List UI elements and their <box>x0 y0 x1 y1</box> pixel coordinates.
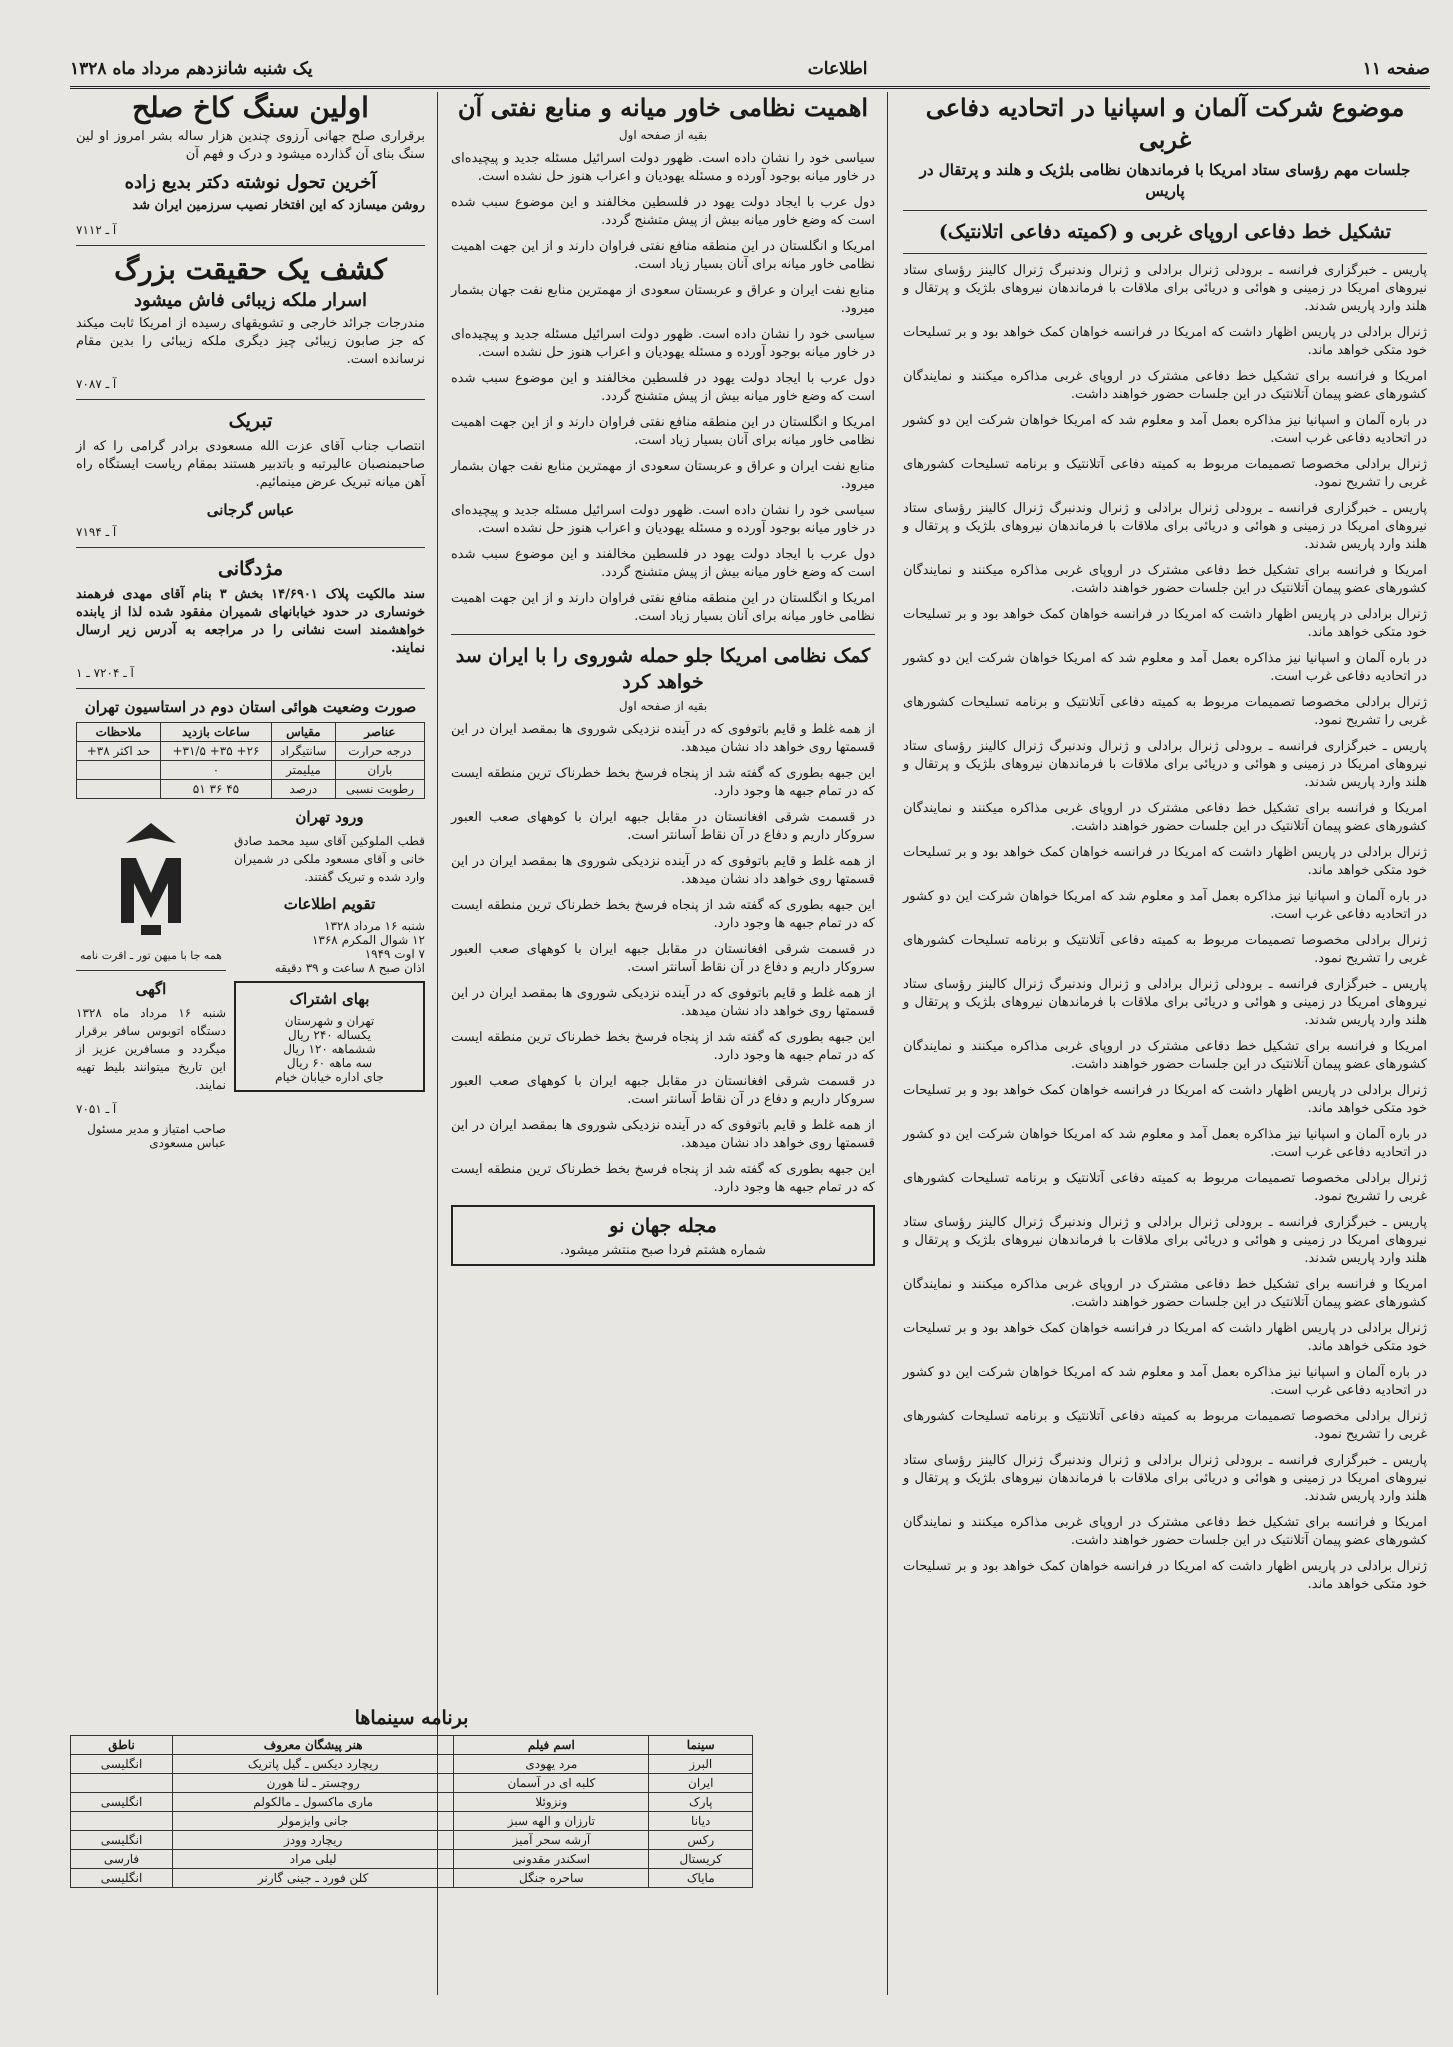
weather-cell <box>77 761 161 780</box>
cinema-cell: روچستر ـ لنا هورن <box>173 1774 454 1793</box>
cinema-header: سینما <box>649 1736 753 1755</box>
weather-header: عناصر <box>335 723 424 742</box>
weather-cell: میلیمتر <box>271 761 335 780</box>
weather-cell: درصد <box>271 780 335 799</box>
divider <box>76 399 425 400</box>
article-paragraph: دول عرب با ایجاد دولت یهود در فلسطین مخالفند و این موضوع سبب شده است که وضع خاور میانه بیش از پیش متشنج گردد. <box>451 371 875 404</box>
article-paragraph: امریکا و فرانسه برای تشکیل خط دفاعی مشترک در اروپای غربی مذاکره میکنند و نمایندگان کشورهای عضو پیمان آتلانتیک در این جلسات حضور خواهند داشت. <box>903 1039 1427 1072</box>
ad-congrats-sign: عباس گرجانی <box>206 501 295 519</box>
cinema-cell: مرد یهودی <box>454 1755 649 1774</box>
cinema-row <box>71 1793 753 1812</box>
weather-cell: درجه حرارت <box>335 742 424 761</box>
article-paragraph: امریکا و فرانسه برای تشکیل خط دفاعی مشترک در اروپای غربی مذاکره میکنند و نمایندگان کشورهای عضو پیمان آتلانتیک در این جلسات حضور خواهند داشت. <box>903 369 1427 402</box>
cinema-cell <box>71 1774 173 1793</box>
article-paragraph: امریکا و فرانسه برای تشکیل خط دفاعی مشترک در اروپای غربی مذاکره میکنند و نمایندگان کشورهای عضو پیمان آتلانتیک در این جلسات حضور خواهند داشت. <box>903 1515 1427 1548</box>
subscription-row: ششماهه ۱۲۰ ریال <box>283 1042 376 1056</box>
cinema-cell: ونزوئلا <box>454 1793 649 1812</box>
cinema-cell: کلبه ای در آسمان <box>454 1774 649 1793</box>
cinema-cell: انگلیسی <box>71 1793 173 1812</box>
article-paragraph: این جبهه بطوری که گفته شد از پنجاه فرسخ بخط خطرناک ترین منطقه ایست که در تمام جبهه ها وجود دارد. <box>451 898 875 931</box>
paper-name: اطلاعات <box>807 59 868 79</box>
cinema-cell: ریچارد وودز <box>173 1831 454 1850</box>
banner-atlantic: تشکیل خط دفاعی اروپای غربی و (کمیته دفاعی اتلانتیک) <box>938 221 1392 243</box>
article-paragraph: این جبهه بطوری که گفته شد از پنجاه فرسخ بخط خطرناک ترین منطقه ایست که در تمام جبهه ها وجود دارد. <box>451 1030 875 1063</box>
arrivals-title: ورود تهران <box>295 808 364 826</box>
article-paragraph: ژنرال برادلی مخصوصا تصمیمات مربوط به کمیته دفاعی آتلانتیک و برنامه تسلیحات کشورهای غربی را تشریح نمود. <box>903 933 1427 966</box>
cinema-row <box>71 1869 753 1888</box>
divider <box>76 547 425 548</box>
article-paragraph: دول عرب با ایجاد دولت یهود در فلسطین مخالفند و این موضوع سبب شده است که وضع خاور میانه بیش از پیش متشنج گردد. <box>451 547 875 580</box>
article-paragraph: امریکا و انگلستان در این منطقه منافع نفتی فراوان دارند و از این جهت اهمیت نظامی خاور میانه برای آنان بسیار زیاد است. <box>451 591 875 624</box>
ad-truth-title: کشف یک حقیقت بزرگ <box>114 253 387 286</box>
article-paragraph: در باره آلمان و اسپانیا نیز مذاکره بعمل آمد و معلوم شد که امریکا خواهان شرکت این دو کشور در اتحادیه دفاعی غرب است. <box>903 413 1427 446</box>
calendar-row: ۱۲ شوال المکرم ۱۳۶۸ <box>311 933 425 947</box>
divider <box>76 688 425 689</box>
divider <box>903 210 1427 211</box>
cinema-cell: ایران <box>649 1774 753 1793</box>
ad-congrats-text: انتصاب جناب آقای عزت الله مسعودی برادر گرامی را که از صاحبمنصبان عالیرتبه و باتدبیر هستند بمقام ریاست ایستگاه راه آهن میانه تبریک عرض مینمائیم. <box>76 439 425 490</box>
article-paragraph: پاریس ـ خبرگزاری فرانسه ـ برودلی ژنرال برادلی و ژنرال وندنبرگ ژنرال کالینز رؤسای ستاد نیروهای امریکا در زمینی و هوائی و دریائی برای ملاقات با فرماندهان نیروهای بلژیک و پرتقال و هلند وارد پاریس شدند. <box>903 1453 1427 1504</box>
notice-text: شنبه ۱۶ مرداد ماه ۱۳۲۸ دستگاه اتوبوس سافر برقرار میگردد و مسافرین عزیز از این تاریخ میتوانند بلیط تهیه نمایند. <box>76 1006 227 1092</box>
cinema-cell: ساحره جنگل <box>454 1869 649 1888</box>
cinema-listings <box>70 1705 753 1888</box>
article-paragraph: ژنرال برادلی در پاریس اظهار داشت که امریکا در فرانسه خواهان کمک خواهد بود و بر تسلیحات خود متکی خواهد ماند. <box>903 325 1427 358</box>
article-paragraph: منابع نفت ایران و عراق و عربستان سعودی از مهمترین منابع نفت جهان بشمار میرود. <box>451 459 875 492</box>
notice-title: اگهی <box>135 980 167 998</box>
article-paragraph: سیاسی خود را نشان داده است. ظهور دولت اسرائیل مسئله جدید و پیچیده‌ای در خاور میانه بوجود آورده و مسئله یهودیان و اعراب هنوز حل نشده است. <box>451 327 875 360</box>
cinema-cell: رکس <box>649 1831 753 1850</box>
magazine-notice <box>451 1205 875 1266</box>
weather-row <box>77 742 425 761</box>
ad-reward-text: سند مالکیت پلاک ۱۴/۶۹۰۱ بخش ۳ بنام آقای مهدی فرهمند خونساری در حدود خیابانهای شمیران مفقود شده لذا از یابنده خواهشمند است نشانی را در مراجعه به آدرس زیر ارسال نمایند. <box>76 587 425 656</box>
article-paragraph: در قسمت شرقی افغانستان در مقابل جبهه ایران با کوههای صعب العبور سروکار داریم و دفاع در آن نقاط آسانتر است. <box>451 942 875 975</box>
article-paragraph: امریکا و انگلستان در این منطقه منافع نفتی فراوان دارند و از این جهت اهمیت نظامی خاور میانه برای آنان بسیار زیاد است. <box>451 415 875 448</box>
article-paragraph: پاریس ـ خبرگزاری فرانسه ـ برودلی ژنرال برادلی و ژنرال وندنبرگ ژنرال کالینز رؤسای ستاد نیروهای امریکا در زمینی و هوائی و دریائی برای ملاقات با فرماندهان نیروهای بلژیک و پرتقال و هلند وارد پاریس شدند. <box>903 263 1427 314</box>
subheadline-defense: جلسات مهم رؤسای ستاد امریکا با فرماندهان نظامی بلژیک و هلند و پرتقال در پاریس <box>919 161 1411 200</box>
divider <box>903 253 1427 254</box>
weather-cell: حد اکثر ۳۸+ <box>77 742 161 761</box>
emblem-caption: همه جا با میهن تور ـ اقرت نامه <box>80 949 222 962</box>
divider <box>76 970 226 971</box>
calendar-title: تقویم اطلاعات <box>283 895 376 913</box>
article-paragraph: پاریس ـ خبرگزاری فرانسه ـ برودلی ژنرال برادلی و ژنرال وندنبرگ ژنرال کالینز رؤسای ستاد نیروهای امریکا در زمینی و هوائی و دریائی برای ملاقات با فرماندهان نیروهای بلژیک و پرتقال و هلند وارد پاریس شدند. <box>903 977 1427 1028</box>
weather-cell: ۲۶+ ۳۵+ ۳۱/۵+ <box>160 742 271 761</box>
weather-cell: باران <box>335 761 424 780</box>
cinema-cell: ریچارد دیکس ـ گیل پاتریک <box>173 1755 454 1774</box>
cinema-cell: جانی وایزمولر <box>173 1812 454 1831</box>
ad-peace-title: اولین سنگ کاخ صلح <box>132 92 369 124</box>
article-paragraph: پاریس ـ خبرگزاری فرانسه ـ برودلی ژنرال برادلی و ژنرال وندنبرگ ژنرال کالینز رؤسای ستاد نیروهای امریکا در زمینی و هوائی و دریائی برای ملاقات با فرماندهان نیروهای بلژیک و پرتقال و هلند وارد پاریس شدند. <box>903 1215 1427 1266</box>
divider <box>451 634 875 635</box>
weather-header-row <box>77 723 425 742</box>
article-paragraph: پاریس ـ خبرگزاری فرانسه ـ برودلی ژنرال برادلی و ژنرال وندنبرگ ژنرال کالینز رؤسای ستاد نیروهای امریکا در زمینی و هوائی و دریائی برای ملاقات با فرماندهان نیروهای بلژیک و پرتقال و هلند وارد پاریس شدند. <box>903 739 1427 790</box>
weather-cell: سانتیگراد <box>271 742 335 761</box>
cinema-cell: پارک <box>649 1793 753 1812</box>
cinema-cell: تارزان و الهه سبز <box>454 1812 649 1831</box>
article-paragraph: از همه غلط و قایم باتوفوی که در آینده نزدیکی شوروی ها بمقصد ایران در این قسمتها روی خواهد داد نشان میدهد. <box>451 1118 875 1151</box>
cinema-cell: فارسی <box>71 1850 173 1869</box>
subscription-row: تهران و شهرستان <box>284 1014 375 1028</box>
ad-congrats-title: تبریک <box>228 410 273 432</box>
info-right <box>234 807 425 1150</box>
weather-row <box>77 780 425 799</box>
headline-soviet: کمک نظامی امریکا جلو حمله شوروی را با ایران سد خواهد کرد <box>455 645 871 693</box>
cinema-row <box>71 1812 753 1831</box>
magazine-text: شماره هشتم فردا صبح منتشر میشود. <box>560 1243 766 1258</box>
article-paragraph: ژنرال برادلی مخصوصا تصمیمات مربوط به کمیته دفاعی آتلانتیک و برنامه تسلیحات کشورهای غربی را تشریح نمود. <box>903 1409 1427 1442</box>
article-paragraph: در باره آلمان و اسپانیا نیز مذاکره بعمل آمد و معلوم شد که امریکا خواهان شرکت این دو کشور در اتحادیه دفاعی غرب است. <box>903 1365 1427 1398</box>
travel-emblem-icon <box>106 813 196 943</box>
weather-cell: ۴۵ ۳۶ ۵۱ <box>160 780 271 799</box>
subscription-title: بهای اشتراک <box>289 990 370 1008</box>
cinema-header: اسم فیلم <box>454 1736 649 1755</box>
continued-note: بقیه از صفحه اول <box>618 699 708 713</box>
cinema-row <box>71 1831 753 1850</box>
ad-ref: آ ـ ۷۱۱۲ <box>76 223 117 237</box>
weather-row <box>77 761 425 780</box>
weather-cell <box>77 780 161 799</box>
article-paragraph: در باره آلمان و اسپانیا نیز مذاکره بعمل آمد و معلوم شد که امریکا خواهان شرکت این دو کشور در اتحادیه دفاعی غرب است. <box>903 889 1427 922</box>
calendar-row: ۷ اوت ۱۹۴۹ <box>364 947 425 961</box>
subscription-row: یکساله ۲۴۰ ریال <box>288 1028 371 1042</box>
article-paragraph: پاریس ـ خبرگزاری فرانسه ـ برودلی ژنرال برادلی و ژنرال وندنبرگ ژنرال کالینز رؤسای ستاد نیروهای امریکا در زمینی و هوائی و دریائی برای ملاقات با فرماندهان نیروهای بلژیک و پرتقال و هلند وارد پاریس شدند. <box>903 501 1427 552</box>
continued-note: بقیه از صفحه اول <box>618 128 708 142</box>
ad-peace-text: برقراری صلح جهانی آرزوی چندین هزار ساله بشر امروز او لین سنگ بنای آن گذارده میشود و درک و فهم آن <box>76 129 425 162</box>
cinema-cell: کریستال <box>649 1850 753 1869</box>
article-paragraph: سیاسی خود را نشان داده است. ظهور دولت اسرائیل مسئله جدید و پیچیده‌ای در خاور میانه بوجود آورده و مسئله یهودیان و اعراب هنوز حل نشده است. <box>451 151 875 184</box>
cinema-header-row <box>71 1736 753 1755</box>
ad-ref: آ ـ ۷۲۰۴ ـ ۱ <box>76 666 134 680</box>
article-paragraph: از همه غلط و قایم باتوفوی که در آینده نزدیکی شوروی ها بمقصد ایران در این قسمتها روی خواهد داد نشان میدهد. <box>451 854 875 887</box>
article-paragraph: امریکا و فرانسه برای تشکیل خط دفاعی مشترک در اروپای غربی مذاکره میکنند و نمایندگان کشورهای عضو پیمان آتلانتیک در این جلسات حضور خواهند داشت. <box>903 563 1427 596</box>
cinema-cell: آرشه سحر آمیز <box>454 1831 649 1850</box>
article-paragraph: امریکا و انگلستان در این منطقه منافع نفتی فراوان دارند و از این جهت اهمیت نظامی خاور میانه برای آنان بسیار زیاد است. <box>451 239 875 272</box>
article-paragraph: ژنرال برادلی در پاریس اظهار داشت که امریکا در فرانسه خواهان کمک خواهد بود و بر تسلیحات خود متکی خواهد ماند. <box>903 1321 1427 1354</box>
article-paragraph: این جبهه بطوری که گفته شد از پنجاه فرسخ بخط خطرناک ترین منطقه ایست که در تمام جبهه ها وجود دارد. <box>451 1162 875 1195</box>
article-paragraph: ژنرال برادلی در پاریس اظهار داشت که امریکا در فرانسه خواهان کمک خواهد بود و بر تسلیحات خود متکی خواهد ماند. <box>903 1083 1427 1116</box>
article-paragraph: سیاسی خود را نشان داده است. ظهور دولت اسرائیل مسئله جدید و پیچیده‌ای در خاور میانه بوجود آورده و مسئله یهودیان و اعراب هنوز حل نشده است. <box>451 503 875 536</box>
article-paragraph: امریکا و فرانسه برای تشکیل خط دفاعی مشترک در اروپای غربی مذاکره میکنند و نمایندگان کشورهای عضو پیمان آتلانتیک در این جلسات حضور خواهند داشت. <box>903 1277 1427 1310</box>
weather-header: مقیاس <box>271 723 335 742</box>
article-paragraph: از همه غلط و قایم باتوفوی که در آینده نزدیکی شوروی ها بمقصد ایران در این قسمتها روی خواهد داد نشان میدهد. <box>451 722 875 755</box>
article-paragraph: این جبهه بطوری که گفته شد از پنجاه فرسخ بخط خطرناک ترین منطقه ایست که در تمام جبهه ها وجود دارد. <box>451 766 875 799</box>
page-header <box>70 52 1430 89</box>
weather-cell: ۰ <box>160 761 271 780</box>
article-paragraph: ژنرال برادلی در پاریس اظهار داشت که امریکا در فرانسه خواهان کمک خواهد بود و بر تسلیحات خود متکی خواهد ماند. <box>903 607 1427 640</box>
cinema-cell: انگلیسی <box>71 1869 173 1888</box>
arrivals-text: قطب الملوکین آقای سید محمد صادق خانی و آقای مسعود ملکی در شمیران وارد شده و تبریک گفتند. <box>234 834 425 884</box>
headline-middle-east: اهمیت نظامی خاور میانه و منابع نفتی آن <box>457 93 869 122</box>
ad-ref: آ ـ ۷۰۸۷ <box>76 377 117 391</box>
ad-truth-text: مندرجات جرائد خارجی و تشویقهای رسیده از امریکا ثابت میکند که جز صابون زیبائی چیز دیگری ملکه زیبائی را بدین مقام نرسانده است. <box>76 316 425 367</box>
cinema-header: ناطق <box>71 1736 173 1755</box>
article-paragraph: در باره آلمان و اسپانیا نیز مذاکره بعمل آمد و معلوم شد که امریکا خواهان شرکت این دو کشور در اتحادیه دفاعی غرب است. <box>903 1127 1427 1160</box>
cinema-cell: اسکندر مقدونی <box>454 1850 649 1869</box>
cinema-table <box>70 1735 753 1888</box>
subscription-address: جای اداره خیابان خیام <box>275 1070 384 1084</box>
article-paragraph: در قسمت شرقی افغانستان در مقابل جبهه ایران با کوههای صعب العبور سروکار داریم و دفاع در آن نقاط آسانتر است. <box>451 810 875 843</box>
headline-defense: موضوع شرکت آلمان و اسپانیا در اتحادیه دفاعی غربی <box>925 93 1405 154</box>
article-paragraph: دول عرب با ایجاد دولت یهود در فلسطین مخالفند و این موضوع سبب شده است که وضع خاور میانه بیش از پیش متشنج گردد. <box>451 195 875 228</box>
weather-title: صورت وضعیت هوائی استان دوم در استاسیون تهران <box>84 698 417 716</box>
ad-truth-sub: اسرار ملکه زیبائی فاش میشود <box>133 290 368 311</box>
ad-reward-title: مژدگانی <box>217 558 284 580</box>
weather-header: ملاحظات <box>77 723 161 742</box>
cinema-row <box>71 1755 753 1774</box>
column-rule <box>887 92 888 1995</box>
article-paragraph: در قسمت شرقی افغانستان در مقابل جبهه ایران با کوههای صعب العبور سروکار داریم و دفاع در آن نقاط آسانتر است. <box>451 1074 875 1107</box>
ad-peace-note: روشن میسازد که این افتخار نصیب سرزمین ایران شد <box>132 198 425 213</box>
article-paragraph: منابع نفت ایران و عراق و عربستان سعودی از مهمترین منابع نفت جهان بشمار میرود. <box>451 283 875 316</box>
cinema-row <box>71 1850 753 1869</box>
cinema-cell: لیلی مراد <box>173 1850 454 1869</box>
article-paragraph: از همه غلط و قایم باتوفوی که در آینده نزدیکی شوروی ها بمقصد ایران در این قسمتها روی خواهد داد نشان میدهد. <box>451 986 875 1019</box>
weather-table <box>76 722 425 799</box>
subscription-box <box>234 981 425 1092</box>
cinema-cell: البرز <box>649 1755 753 1774</box>
cinema-cell: انگلیسی <box>71 1755 173 1774</box>
ad-peace-sub: آخرین تحول نوشته دکتر بدیع زاده <box>124 172 377 193</box>
calendar-prayer: اذان صبح ۸ ساعت و ۳۹ دقیقه <box>274 961 425 975</box>
ad-ref: آ ـ ۷۱۹۴ <box>76 525 117 539</box>
cinema-row <box>71 1774 753 1793</box>
article-paragraph: ژنرال برادلی مخصوصا تصمیمات مربوط به کمیته دفاعی آتلانتیک و برنامه تسلیحات کشورهای غربی را تشریح نمود. <box>903 695 1427 728</box>
subscription-row: سه ماهه ۶۰ ریال <box>286 1056 373 1070</box>
article-paragraph: ژنرال برادلی مخصوصا تصمیمات مربوط به کمیته دفاعی آتلانتیک و برنامه تسلیحات کشورهای غربی را تشریح نمود. <box>903 1171 1427 1204</box>
article-paragraph: در باره آلمان و اسپانیا نیز مذاکره بعمل آمد و معلوم شد که امریکا خواهان شرکت این دو کشور در اتحادیه دفاعی غرب است. <box>903 651 1427 684</box>
cinema-header: هنر پیشگان معروف <box>173 1736 454 1755</box>
date-line: یک شنبه شانزدهم مرداد ماه ۱۳۲۸ <box>70 59 313 79</box>
cinema-cell <box>71 1812 173 1831</box>
info-left <box>76 807 226 1150</box>
magazine-title: مجله جهان نو <box>609 1215 717 1237</box>
article-paragraph: امریکا و فرانسه برای تشکیل خط دفاعی مشترک در اروپای غربی مذاکره میکنند و نمایندگان کشورهای عضو پیمان آتلانتیک در این جلسات حضور خواهند داشت. <box>903 801 1427 834</box>
ad-ref: آ ـ ۷۰۵۱ <box>76 1102 117 1116</box>
cinema-cell: کلن فورد ـ جینی گارنر <box>173 1869 454 1888</box>
column-right <box>895 92 1435 1995</box>
article-paragraph: ژنرال برادلی در پاریس اظهار داشت که امریکا در فرانسه خواهان کمک خواهد بود و بر تسلیحات خود متکی خواهد ماند. <box>903 1559 1427 1592</box>
cinema-title: برنامه سینماها <box>354 1707 469 1729</box>
info-row <box>76 807 425 1150</box>
weather-header: ساعات بازدید <box>160 723 271 742</box>
divider <box>76 245 425 246</box>
calendar-row: شنبه ۱۶ مرداد ۱۳۲۸ <box>324 919 425 933</box>
cinema-cell: مایاک <box>649 1869 753 1888</box>
cinema-cell: ماری ماکسول ـ مالکولم <box>173 1793 454 1812</box>
cinema-cell: دیانا <box>649 1812 753 1831</box>
cinema-cell: انگلیسی <box>71 1831 173 1850</box>
article-paragraph: ژنرال برادلی مخصوصا تصمیمات مربوط به کمیته دفاعی آتلانتیک و برنامه تسلیحات کشورهای غربی را تشریح نمود. <box>903 457 1427 490</box>
page-number: صفحه ۱۱ <box>1362 59 1430 79</box>
publisher-line: صاحب امتیاز و مدیر مسئول عباس مسعودی <box>87 1122 226 1150</box>
article-paragraph: ژنرال برادلی در پاریس اظهار داشت که امریکا در فرانسه خواهان کمک خواهد بود و بر تسلیحات خود متکی خواهد ماند. <box>903 845 1427 878</box>
weather-cell: رطوبت نسبی <box>335 780 424 799</box>
